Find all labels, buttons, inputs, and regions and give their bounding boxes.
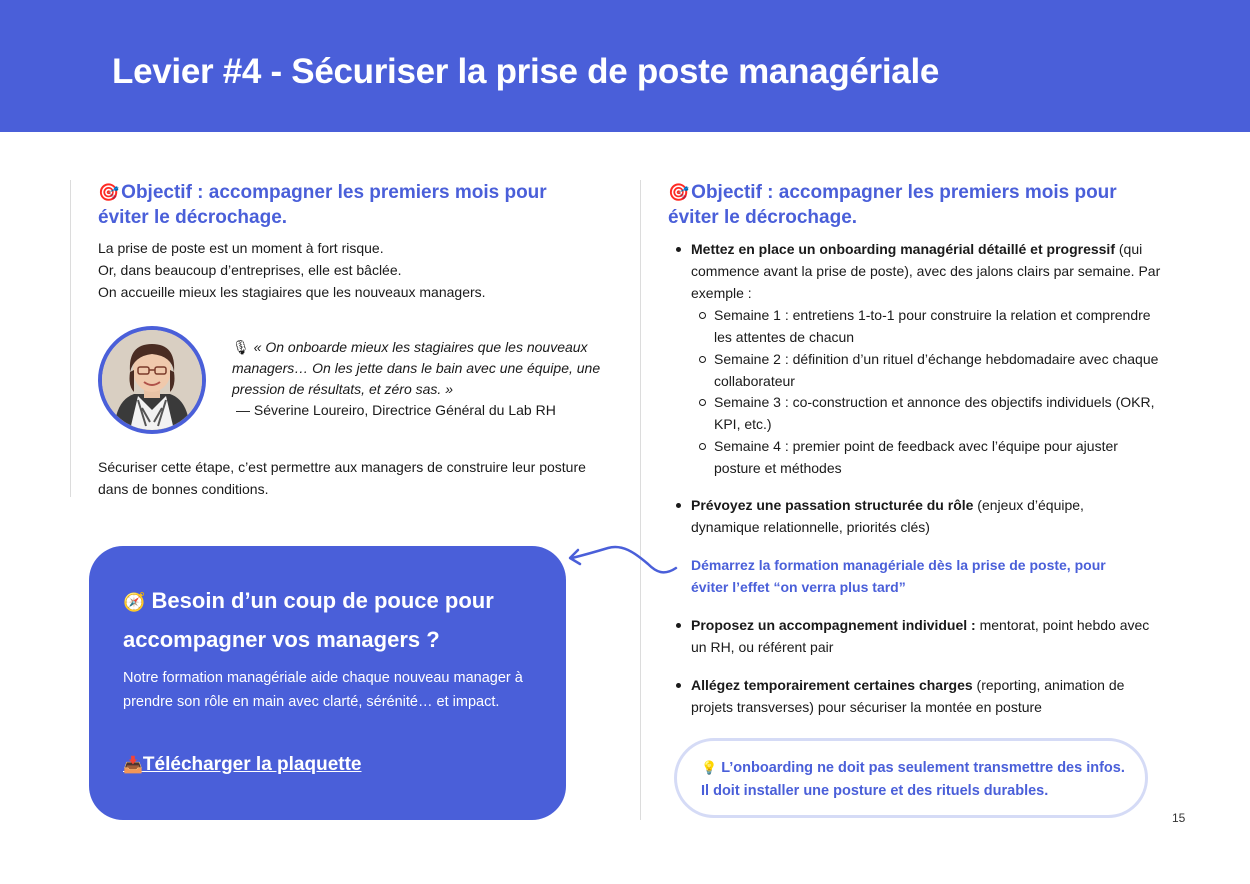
page-title: Levier #4 - Sécuriser la prise de poste managériale (112, 52, 940, 91)
avatar (98, 326, 206, 434)
list-item (691, 494, 1131, 538)
list-item-highlight: Démarrez la formation managériale dès la prise de poste, pour éviter l’effet “on verra plus tard” (691, 554, 1141, 598)
microphone-icon: 🎙 (232, 339, 250, 355)
quote-author: — Séverine Loureiro, Directrice Général du Lab RH (236, 402, 556, 418)
list-item (691, 674, 1166, 718)
item-bold: Prévoyez une passation structurée du rôle (691, 497, 974, 513)
item-bold: Proposez un accompagnement individuel : (691, 617, 976, 633)
item-bold: Mettez en place un onboarding managérial détaillé et progressif (691, 241, 1115, 257)
cta-body: Notre formation managériale aide chaque nouveau manager à prendre son rôle en main avec clarté, sérénité… et impact. (123, 670, 523, 710)
list-item (691, 238, 1161, 304)
target-icon: 🎯 (98, 183, 120, 202)
item-text: (qui commence avant la prise de poste), avec des jalons clairs par semaine. Par exemple : (691, 241, 1161, 301)
key-takeaway-box (674, 738, 1148, 818)
item-bold: Allégez temporairement certaines charges (691, 677, 973, 693)
sub-list-item: Semaine 2 : définition d’un rituel d’échange hebdomadaire avec chaque collaborateur (714, 348, 1164, 392)
testimonial-quote (232, 337, 622, 421)
portrait-image (102, 330, 202, 430)
curved-arrow-icon (564, 540, 684, 580)
sub-list-item: Semaine 3 : co-construction et annonce des objectifs individuels (OKR, KPI, etc.) (714, 391, 1164, 435)
left-conclusion: Sécuriser cette étape, c’est permettre aux managers de construire leur posture dans de bonnes conditions. (98, 459, 586, 497)
intro-line: La prise de poste est un moment à fort risque. (98, 240, 384, 256)
intro-line: On accueille mieux les stagiaires que les nouveaux managers. (98, 284, 486, 300)
intro-line: Or, dans beaucoup d’entreprises, elle est bâclée. (98, 262, 402, 278)
header-banner (0, 0, 1250, 132)
left-intro (98, 237, 598, 303)
item-text: (reporting, animation de projets transverses) pour sécuriser la montée en posture (691, 677, 1125, 715)
right-objective-text: Objectif : accompagner les premiers mois pour éviter le décrochage. (668, 182, 1117, 228)
key-takeaway-text (701, 756, 1131, 803)
cta-title (123, 582, 543, 658)
download-brochure-link[interactable] (123, 754, 362, 776)
sub-list-item: Semaine 4 : premier point de feedback avec l’équipe pour ajuster posture et méthodes (714, 435, 1164, 479)
item-text: (enjeux d’équipe, dynamique relationnelle, priorités clés) (691, 497, 1084, 535)
cta-title-text: Besoin d’un coup de pouce pour accompagner vos managers ? (123, 588, 494, 652)
target-icon: 🎯 (668, 183, 690, 202)
center-divider (640, 180, 641, 820)
download-tray-icon: 📥 (123, 757, 143, 774)
right-objective (668, 180, 1128, 230)
left-divider (70, 180, 71, 497)
left-objective-text: Objectif : accompagner les premiers mois pour éviter le décrochage. (98, 182, 547, 228)
left-objective (98, 180, 558, 230)
sub-list-item: Semaine 1 : entretiens 1-to-1 pour construire la relation et comprendre les attentes de chacun (714, 304, 1154, 348)
note-text: L’onboarding ne doit pas seulement transmettre des infos. Il doit installer une posture et des rituels durables. (701, 760, 1125, 799)
recommendations-list (676, 238, 1166, 718)
lightbulb-icon: 💡 (701, 760, 718, 775)
download-link-text: Télécharger la plaquette (142, 754, 362, 775)
page-number: 15 (1172, 811, 1186, 825)
compass-icon: 🧭 (123, 592, 146, 612)
item-text: mentorat, point hebdo avec un RH, ou référent pair (691, 617, 1150, 655)
list-item (691, 614, 1151, 658)
quote-text: « On onboarde mieux les stagiaires que les nouveaux managers… On les jette dans le bain avec une équipe, une pression de résultats, et zéro sas. » (232, 339, 601, 397)
cta-card (89, 546, 566, 820)
